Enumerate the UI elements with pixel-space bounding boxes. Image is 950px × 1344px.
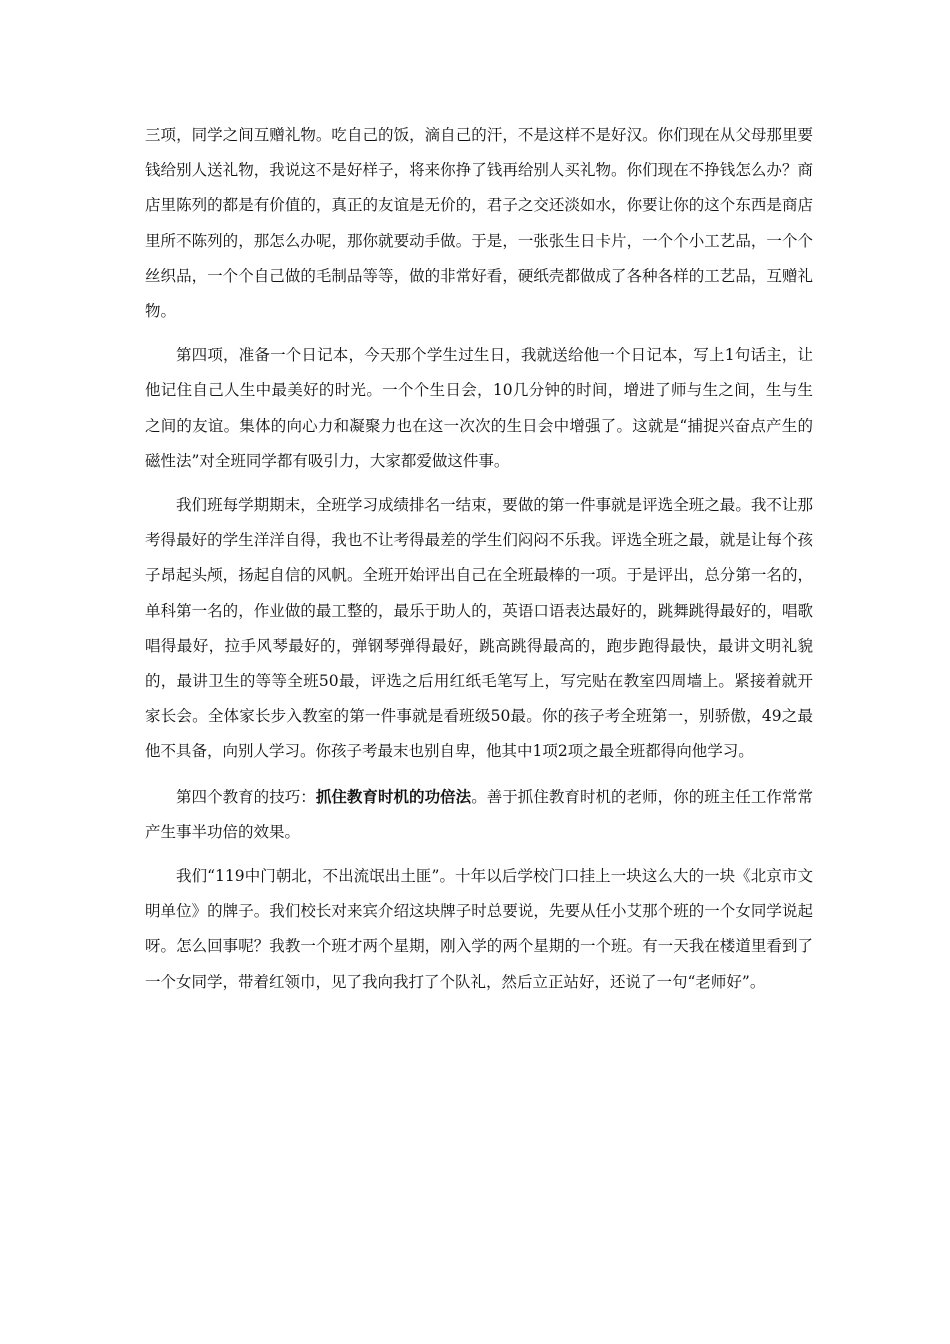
paragraph-diary: 第四项，准备一个日记本，今天那个学生过生日，我就送给他一个日记本，写上1句话主，让他记住自己人生中最美好的时光。一个个生日会，10几分钟的时间，增进了师与生之间，生与生之间的友谊。集体的向心力和凝聚力也在这一次次的生日会中增强了。这就是“捕捉兴奋点产生的磁性法”对全班同学都有吸引力，大家都爱做这件事。 bbox=[145, 346, 813, 470]
document-page bbox=[145, 118, 813, 1009]
paragraph-fourth-technique bbox=[145, 779, 813, 850]
technique-description: 。善于抓住教育时机的老师，你的班主任工作常常产生事半功倍的效果。 bbox=[145, 787, 813, 841]
paragraph-class-best: 我们班每学期期末，全班学习成绩排名一结束，要做的第一件事就是评选全班之最。我不让那考得最好的学生洋洋自得，我也不让考得最差的学生们闷闷不乐我。评选全班之最，就是让每个孩子昂起头颅，扬起自信的风帆。全班开始评出自己在全班最棒的一项。于是评出，总分第一名的，单科第一名的，作业做的最工整的，最乐于助人的，英语口语表达最好的，跳舞跳得最好的，唱歌唱得最好，拉手风琴最好的，弹钢琴弹得最好，跳高跳得最高的，跑步跑得最快，最讲文明礼貌的，最讲卫生的等等全班50最，评选之后用红纸毛笔写上，写完贴在教室四周墙上。紧接着就开家长会。全体家长步入教室的第一件事就是看班级50最。你的孩子考全班第一，别骄傲，49之最他不具备，向别人学习。你孩子考最末也别自卑，他其中1项2项之最全班都得向他学习。 bbox=[145, 496, 813, 761]
paragraph-school-story: 我们“119中门朝北，不出流氓出土匪”。十年以后学校门口挂上一块这么大的一块《北京市文明单位》的牌子。我们校长对来宾介绍这块牌子时总要说，先要从任小艾那个班的一个女同学说起呀。怎么回事呢？我教一个班才两个星期，刚入学的两个星期的一个班。有一天我在楼道里看到了一个女同学，带着红领巾，见了我向我打了个队礼，然后立正站好，还说了一句“老师好”。 bbox=[145, 867, 813, 991]
paragraph-gifts: 三项，同学之间互赠礼物。吃自己的饭，滴自己的汗，不是这样不是好汉。你们现在从父母那里要钱给别人送礼物，我说这不是好样子，将来你挣了钱再给别人买礼物。你们现在不挣钱怎么办？商店里陈列的都是有价值的，真正的友谊是无价的，君子之交还淡如水，你要让你的这个东西是商店里所不陈列的，那怎么办呢，那你就要动手做。于是，一张张生日卡片，一个个小工艺品，一个个丝织品，一个个自己做的毛制品等等，做的非常好看，硬纸壳都做成了各种各样的工艺品，互赠礼物。 bbox=[145, 126, 813, 321]
technique-intro: 第四个教育的技巧： bbox=[176, 787, 316, 806]
technique-title: 抓住教育时机的功倍法 bbox=[315, 786, 472, 806]
